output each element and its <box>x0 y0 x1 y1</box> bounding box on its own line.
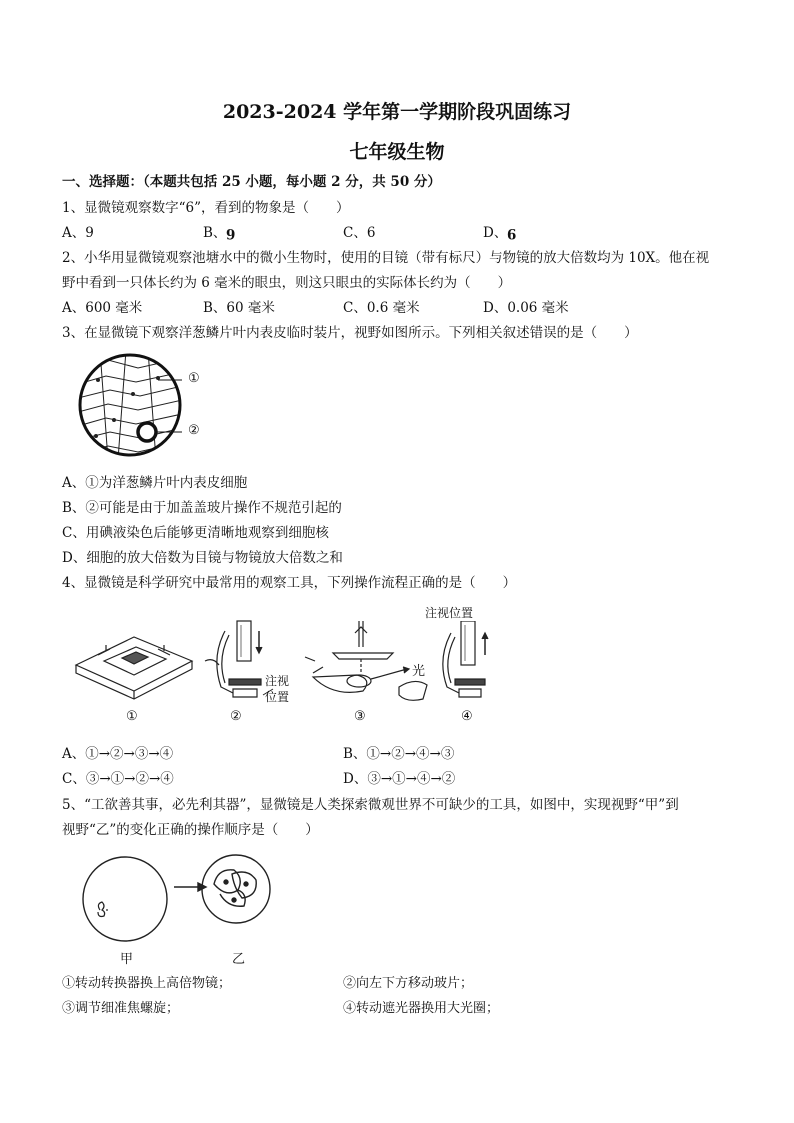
q4-option-b: B、①→②→④→③ <box>343 746 455 762</box>
q5-step-3: ③调节细准焦螺旋； <box>62 1001 180 1016</box>
q1-option-b <box>203 224 236 242</box>
q2-stem-line1: 2、小华用显微镜观察池塘水中的微小生物时，使用的目镜（带有标尺）与物镜的放大倍数均为 10X。他在视 <box>62 250 710 266</box>
q1-option-b-label: B、 <box>203 225 227 241</box>
q4-fig2-note-1: 注视 <box>265 674 290 688</box>
q1-option-a: A、9 <box>62 225 94 241</box>
q4-fig-label-1: ① <box>126 709 138 724</box>
q1-option-d-label: D、 <box>483 225 508 241</box>
q4-figure-1-stage <box>74 625 194 705</box>
q2-option-b: B、60 毫米 <box>203 300 275 316</box>
q4-fig-label-4: ④ <box>461 709 473 724</box>
q2-option-c: C、0.6 毫米 <box>343 300 420 316</box>
q4-option-a: A、①→②→③→④ <box>62 746 174 762</box>
q4-fig-label-2: ② <box>230 709 242 724</box>
q5-step-1: ①转动转换器换上高倍物镜； <box>62 976 232 991</box>
q5-label-jia: 甲 <box>120 952 134 967</box>
q1-option-b-glyph: 6 <box>226 225 236 241</box>
q5-step-4: ④转动遮光器换用大光圈； <box>343 1001 500 1016</box>
q3-stem: 3、在显微镜下观察洋葱鳞片叶内表皮临时装片，视野如图所示。下列相关叙述错误的是（ ） <box>62 325 638 341</box>
q2-option-d: D、0.06 毫米 <box>483 300 569 316</box>
q3-label-1: ① <box>188 371 200 386</box>
q3-label-2: ② <box>188 423 200 438</box>
q5-stem-line1: 5、“工欲善其事，必先利其器”，显微镜是人类探索微观世界不可缺少的工具，如图中，实现视野“甲”到 <box>62 797 679 813</box>
q3-figure-onion-cells <box>78 350 218 460</box>
q4-fig-label-3: ③ <box>354 709 366 724</box>
q3-option-a: A、①为洋葱鳞片叶内表皮细胞 <box>62 475 248 491</box>
q4-option-c: C、③→①→②→④ <box>62 771 174 787</box>
q1-option-d <box>483 224 517 242</box>
q2-stem-line2: 野中看到一只体长约为 6 毫米的眼虫，则这只眼虫的实际体长约为（ ） <box>62 275 512 291</box>
section-heading: 一、选择题：（本题共包括 25 小题，每小题 2 分，共 50 分） <box>62 174 441 190</box>
q4-fig2-note-2: 位置 <box>265 690 290 704</box>
q3-option-c: C、用碘液染色后能够更清晰地观察到细胞核 <box>62 525 329 541</box>
q4-fig3-note-light: 光 <box>412 664 426 679</box>
q4-figure-4-raise-tube <box>435 621 495 709</box>
q1-option-d-glyph: 9 <box>507 225 517 241</box>
q1-option-c: C、6 <box>343 225 376 241</box>
q3-option-d: D、细胞的放大倍数为目镜与物镜放大倍数之和 <box>62 550 343 566</box>
q5-stem-line2: 视野“乙”的变化正确的操作顺序是（ ） <box>62 822 319 838</box>
exam-subtitle: 七年级生物 <box>349 141 445 163</box>
q2-option-a: A、600 毫米 <box>62 300 143 316</box>
q5-step-2: ②向左下方移动玻片； <box>343 976 474 991</box>
q3-option-b: B、②可能是由于加盖盖玻片操作不规范引起的 <box>62 500 342 516</box>
q4-stem: 4、显微镜是科学研究中最常用的观察工具，下列操作流程正确的是（ ） <box>62 575 517 591</box>
q4-option-d: D、③→①→④→② <box>343 771 456 787</box>
q1-stem: 1、显微镜观察数字“6”，看到的物象是（ ） <box>62 200 350 216</box>
exam-title: 2023-2024 学年第一学期阶段巩固练习 <box>222 101 572 123</box>
q5-figure-fields <box>72 854 282 944</box>
q4-fig4-note: 注视位置 <box>425 606 474 620</box>
q5-label-yi: 乙 <box>232 952 246 967</box>
